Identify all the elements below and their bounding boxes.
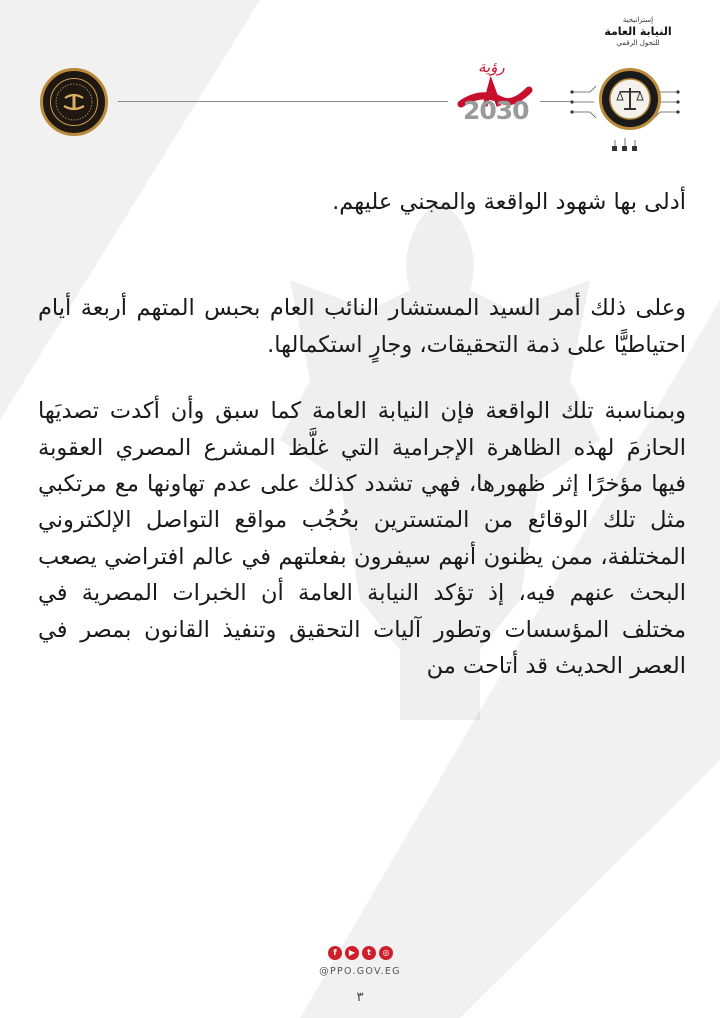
instagram-icon[interactable]: ◎ xyxy=(379,946,393,960)
header-divider-left xyxy=(118,101,448,102)
header-divider-right xyxy=(540,101,570,102)
facebook-icon[interactable]: f xyxy=(328,946,342,960)
scales-of-justice-icon xyxy=(608,77,652,121)
digital-transformation-strategy-label xyxy=(595,16,681,48)
paragraph-witnesses: أدلى بها شهود الواقعة والمجني عليهم. xyxy=(332,189,686,215)
bayan-logo-icon xyxy=(54,82,94,122)
public-prosecution-seal xyxy=(599,68,661,130)
paragraph-prosecution-stance: وبمناسبة تلك الواقعة فإن النيابة العامة كما سبق وأن أكدت تصديَها الحازمَ لهذه الظاهرة الإجرامية التي غلَّظ المشرع المصري العقوبة فيها مؤخرًا إثر ظهورها، فهي تشدد كذلك على عدم تهاونها مع مرتكبي مثل تلك الوقائع من المتسترين بحُجُب مواقع التواصل الإلكتروني المختلفة، ممن يظنون أنهم سيفرون بفعلتهم في عالم افتراضي يصعب البحث عنهم فيه، إذ تؤكد النيابة العامة أن الخبرات المصرية في مختلف المؤسسات وتطور آليات التحقيق وتنفيذ القانون بمصر في العصر الحديث قد أتاحت من xyxy=(38,398,686,680)
vision-word: رؤية xyxy=(478,58,505,76)
org-top-line: إستراتيجية xyxy=(622,16,654,24)
youtube-icon[interactable]: ▶ xyxy=(345,946,359,960)
statement-body xyxy=(38,184,686,684)
vision-year: 2030 xyxy=(463,96,529,125)
bayan-administration-logo xyxy=(40,68,108,136)
twitter-icon[interactable]: t xyxy=(362,946,376,960)
paragraph-detention-order: وعلى ذلك أمر السيد المستشار النائب العام بحبس المتهم أربعة أيام احتياطيًّا على ذمة التحقيقات، وجارٍ استكمالها. xyxy=(38,295,686,358)
org-sub-line: للتحول الرقمي xyxy=(616,39,660,47)
org-name: النيابة العامة xyxy=(604,25,672,38)
website-handle: @PPO.GOV.EG xyxy=(319,966,401,977)
social-links xyxy=(328,946,393,960)
page-header xyxy=(0,0,720,170)
page-number: ٣ xyxy=(356,990,364,1005)
